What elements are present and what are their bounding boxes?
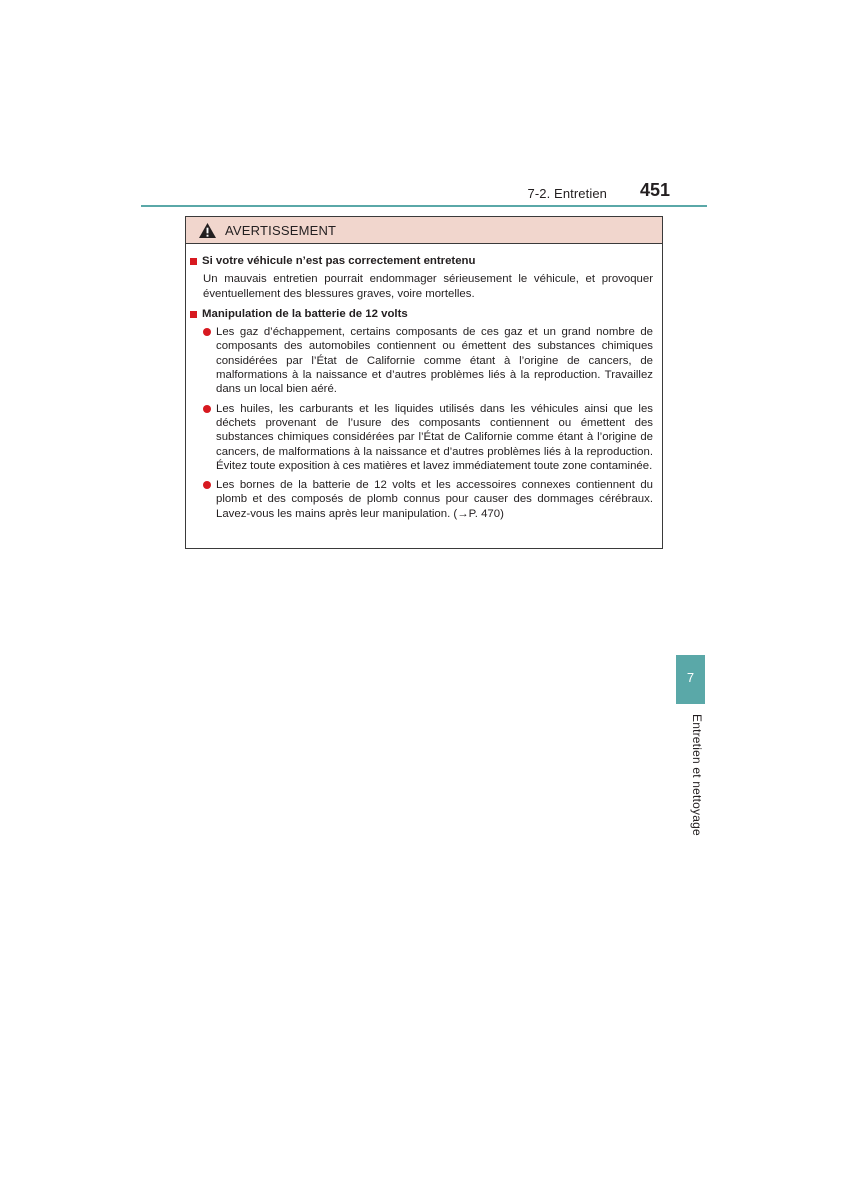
bullet-list <box>190 325 653 521</box>
round-bullet-icon <box>203 405 211 413</box>
warning-box <box>185 216 663 549</box>
square-bullet-icon <box>190 311 197 318</box>
section-heading: Manipulation de la batterie de 12 volts <box>190 307 653 321</box>
chapter-tab[interactable]: 7 <box>676 655 705 704</box>
section-heading: Si votre véhicule n’est pas correctement entretenu <box>190 254 653 268</box>
warning-title: AVERTISSEMENT <box>225 222 337 238</box>
list-item: Les huiles, les carburants et les liquides utilisés dans les véhicules ainsi que les déchets provenant de l’usure des composants contiennent ou émettent des substances chimiques considérées par l’État de Californie comme étant à l’origine de cancers, de malformations à la naissance et d’autres problèmes liés à la reproduction. Évitez toute exposition à ces matières et lavez immédiatement toute zone contaminée. <box>203 402 653 473</box>
warning-triangle-icon <box>198 222 217 239</box>
section-title: 7-2. Entretien <box>527 186 607 201</box>
round-bullet-icon <box>203 328 211 336</box>
list-item: Les bornes de la batterie de 12 volts et les accessoires connexes contiennent du plomb et des composés de plomb connus pour causer des dommages cérébraux. Lavez-vous les mains après leur manipulation. (→P. 470) <box>203 478 653 521</box>
chapter-label: Entretien et nettoyage <box>690 714 704 836</box>
warning-title-bar <box>186 217 662 244</box>
warning-content <box>186 244 662 521</box>
section-paragraph: Un mauvais entretien pourrait endommager sérieusement le véhicule, et provoquer éventuellement des blessures graves, voire mortelles. <box>203 273 653 300</box>
round-bullet-icon <box>203 481 211 489</box>
list-item: Les gaz d’échappement, certains composants de ces gaz et un grand nombre de composants des automobiles contiennent ou émettent des substances chimiques considérées par l’État de Californie comme étant à l’origine de cancers, de malformations à la naissance et d’autres problèmes liés à la reproduction. Travaillez dans un local bien aéré. <box>203 325 653 396</box>
page-number: 451 <box>639 180 670 200</box>
page-header <box>141 180 707 208</box>
header-divider <box>141 205 707 207</box>
square-bullet-icon <box>190 258 197 265</box>
